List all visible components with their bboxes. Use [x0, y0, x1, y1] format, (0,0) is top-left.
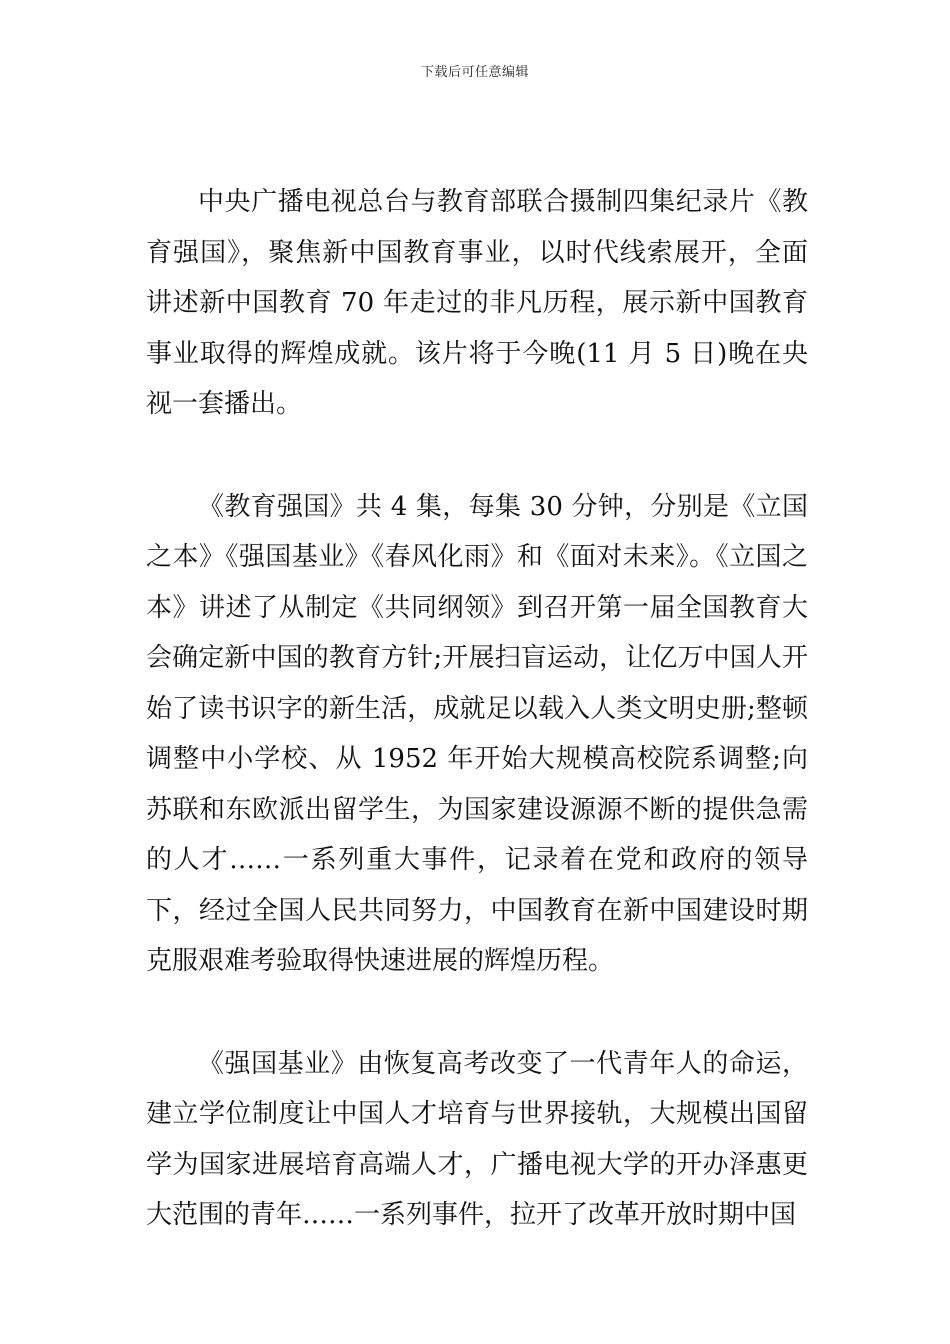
- header-note: 下载后可任意编辑: [420, 65, 529, 80]
- document-body: [146, 177, 808, 1241]
- paragraph-2: 《教育强国》共 4 集，每集 30 分钟，分别是《立国之本》《强国基业》《春风化雨》和《面对未来》。《立国之本》讲述了从制定《共同纲领》到召开第一届全国教育大会确定新中国的教育方针;开展扫盲运动，让亿万中国人开始了读书识字的新生活，成就足以载入人类文明史册;整顿调整中小学校、从 1952 年开始大规模高校院系调整;向苏联和东欧派出留学生，为国家建设源源不断的提供急需的人才……一系列重大事件，记录着在党和政府的领导下，经过全国人民共同努力，中国教育在新中国建设时期克服艰难考验取得快速进展的辉煌历程。: [146, 491, 808, 976]
- paragraph-1: 中央广播电视总台与教育部联合摄制四集纪录片《教育强国》，聚焦新中国教育事业，以时代线索展开，全面讲述新中国教育 70 年走过的非凡历程，展示新中国教育事业取得的辉煌成就。该片将于今晚(11 月 5 日)晚在央视一套播出。: [146, 187, 808, 419]
- paragraph-3: 《强国基业》由恢复高考改变了一代青年人的命运，建立学位制度让中国人才培育与世界接轨，大规模出国留学为国家进展培育高端人才，广播电视大学的开办泽惠更大范围的青年……一系列事件，拉开了改革开放时期中国: [146, 1048, 808, 1230]
